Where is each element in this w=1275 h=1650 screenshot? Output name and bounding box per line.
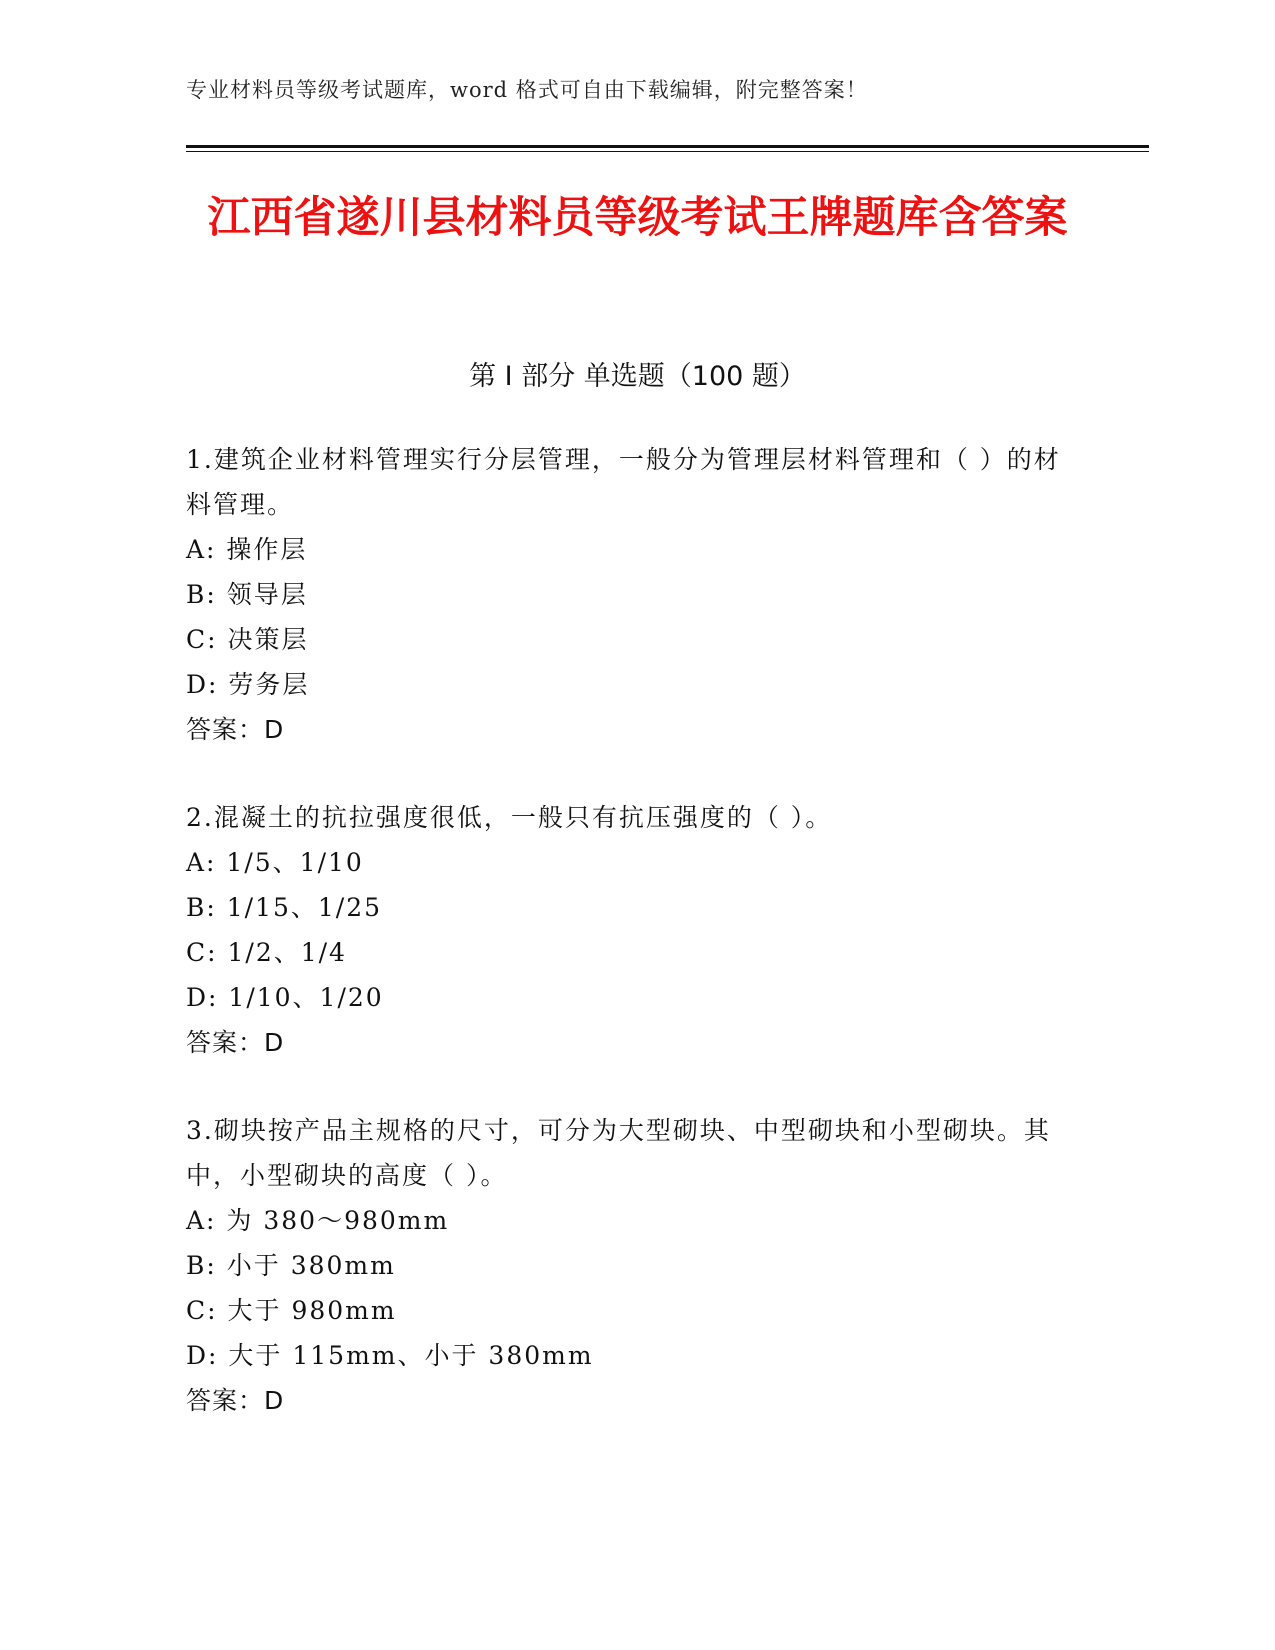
answer-line: 答案：D xyxy=(186,1028,285,1057)
document-title: 江西省遂川县材料员等级考试王牌题库含答案 xyxy=(207,193,1068,243)
header-note: 专业材料员等级考试题库，word 格式可自由下载编辑，附完整答案！ xyxy=(186,78,868,102)
option-a: A: 1/5、1/10 xyxy=(186,848,364,877)
option-b: B: 小于 380mm xyxy=(186,1251,396,1280)
question-2 xyxy=(186,795,1066,1065)
question-stem: 1.建筑企业材料管理实行分层管理，一般分为管理层材料管理和（ ）的材料管理。 xyxy=(186,445,1061,519)
option-c: C: 大于 980mm xyxy=(186,1296,397,1325)
answer-line: 答案：D xyxy=(186,715,285,744)
header-rule-thin xyxy=(186,151,1149,152)
question-3 xyxy=(186,1108,1066,1423)
option-d: D: 1/10、1/20 xyxy=(186,983,384,1012)
option-a: A: 为 380～980mm xyxy=(186,1206,450,1235)
option-a: A: 操作层 xyxy=(186,535,308,564)
option-b: B: 领导层 xyxy=(186,580,308,609)
option-b: B: 1/15、1/25 xyxy=(186,893,383,922)
question-list xyxy=(186,437,1066,1466)
option-d: D: 大于 115mm、小于 380mm xyxy=(186,1341,594,1370)
header-rule-thick xyxy=(186,145,1149,148)
option-c: C: 决策层 xyxy=(186,625,309,654)
answer-line: 答案：D xyxy=(186,1386,285,1415)
section-title: 第 I 部分 单选题（100 题） xyxy=(469,361,806,392)
question-stem: 2.混凝土的抗拉强度很低，一般只有抗压强度的（ ）。 xyxy=(186,803,833,832)
option-d: D: 劳务层 xyxy=(186,670,310,699)
question-stem: 3.砌块按产品主规格的尺寸，可分为大型砌块、中型砌块和小型砌块。其中，小型砌块的高度（ ）。 xyxy=(186,1116,1051,1190)
question-1 xyxy=(186,437,1066,752)
option-c: C: 1/2、1/4 xyxy=(186,938,347,967)
